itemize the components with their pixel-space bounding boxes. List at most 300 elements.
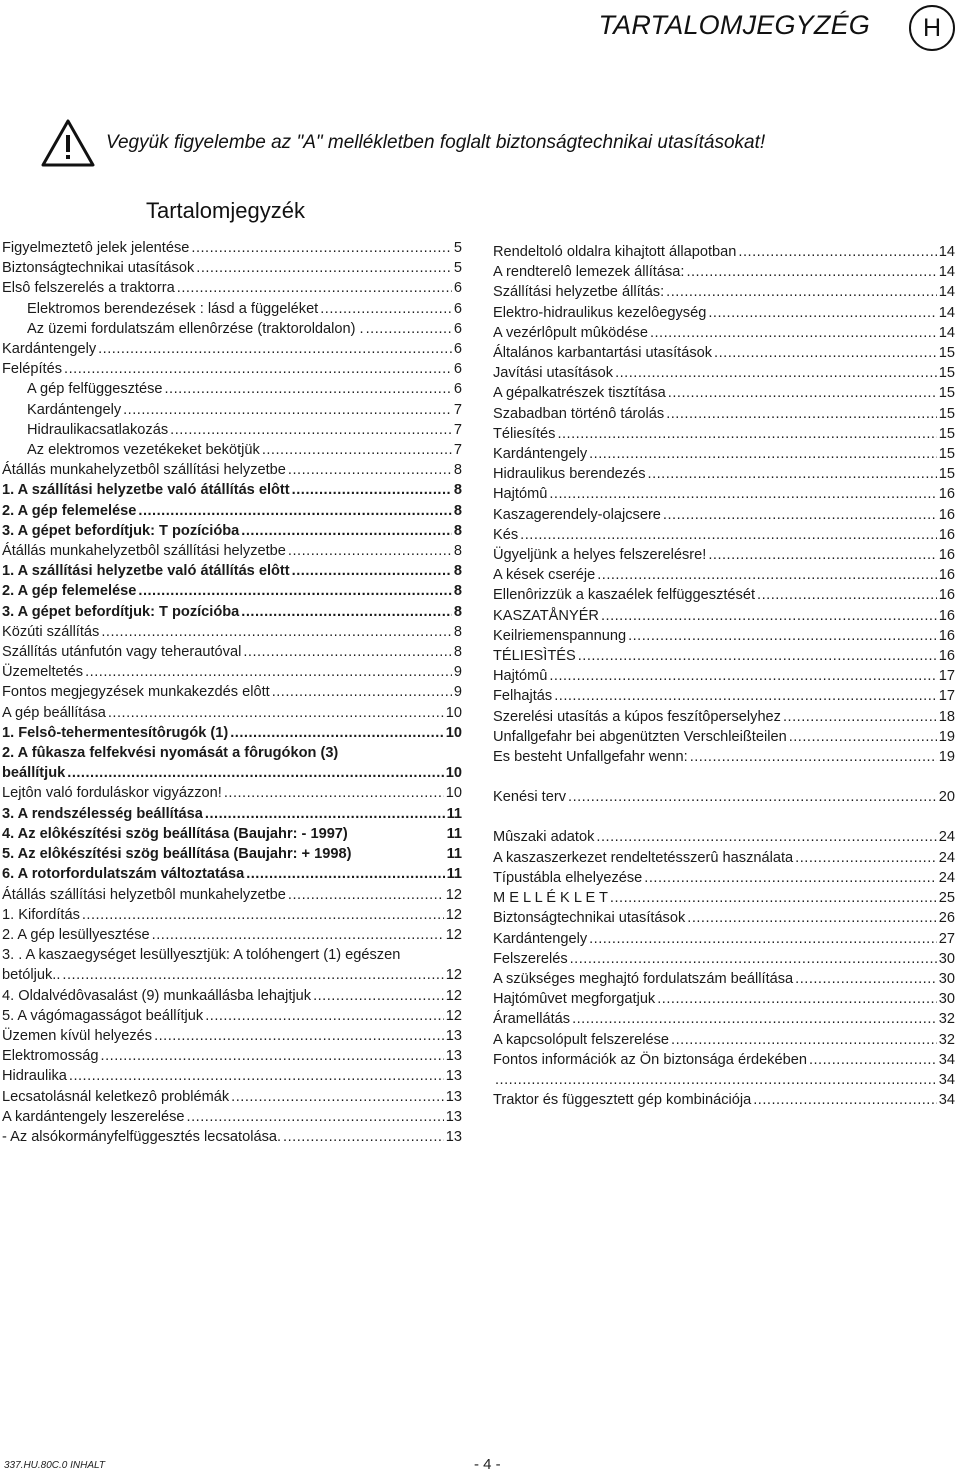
toc-entry[interactable]	[2, 1127, 462, 1147]
toc-entry-page: 13	[445, 1068, 462, 1085]
toc-entry-title: Es besteht Unfallgefahr wenn:	[493, 749, 688, 766]
toc-dot-leader	[241, 602, 452, 622]
toc-entry[interactable]	[2, 440, 462, 460]
toc-dot-leader	[650, 323, 937, 343]
toc-entry-title: Átállás munkahelyzetbôl szállítási helyzetbe	[2, 543, 286, 560]
toc-entry-title: Átállás munkahelyzetbôl szállítási helyzetbe	[2, 462, 286, 479]
toc-entry-title: 1. A szállítási helyzetbe való átállítás elôtt	[2, 563, 290, 580]
toc-entry-page: 12	[445, 926, 462, 943]
toc-dot-leader	[795, 969, 937, 989]
toc-entry[interactable]	[2, 703, 462, 723]
toc-entry-title: Javítási utasítások	[493, 365, 614, 382]
toc-dot-leader	[554, 686, 937, 706]
toc-entry-page: 15	[938, 425, 955, 442]
toc-entry-title: Kardántengely	[2, 341, 97, 358]
toc-dot-leader	[589, 929, 937, 949]
toc-entry[interactable]	[493, 343, 955, 363]
toc-dot-leader	[170, 420, 452, 440]
toc-entry[interactable]	[493, 464, 955, 484]
toc-entry[interactable]	[2, 379, 462, 399]
toc-entry[interactable]	[2, 258, 462, 278]
toc-dot-leader	[708, 545, 936, 565]
toc-dot-leader	[615, 363, 937, 383]
toc-entry-page: 32	[938, 1011, 955, 1028]
toc-entry-title: Szállítási helyzetbe állítás:	[493, 284, 665, 301]
toc-entry[interactable]	[2, 743, 462, 783]
toc-entry-title: Traktor és függesztett gép kombinációja	[493, 1092, 752, 1109]
toc-entry[interactable]	[2, 945, 462, 985]
toc-entry-page: 5	[453, 260, 462, 277]
toc-entry-page: 15	[938, 405, 955, 422]
page-header-title: TARTALOMJEGYZÉG	[598, 10, 870, 40]
toc-entry-page: 7	[453, 401, 462, 418]
toc-dot-leader	[671, 1030, 937, 1050]
toc-entry-page: 12	[445, 1007, 462, 1024]
toc-dot-leader	[557, 424, 936, 444]
toc-entry[interactable]	[493, 363, 955, 383]
toc-dot-leader	[196, 258, 452, 278]
toc-entry[interactable]	[493, 383, 955, 403]
toc-dot-leader	[138, 501, 451, 521]
toc-entry-page: 34	[938, 1051, 955, 1068]
toc-entry[interactable]	[2, 905, 462, 925]
toc-entry[interactable]	[493, 686, 955, 706]
toc-entry[interactable]	[2, 1046, 462, 1066]
toc-entry[interactable]	[2, 682, 462, 702]
warning-triangle-icon	[40, 118, 96, 168]
toc-entry-title: A vezérlôpult mûködése	[493, 324, 648, 341]
toc-entry[interactable]	[2, 622, 462, 642]
toc-entry[interactable]	[493, 585, 955, 605]
toc-entry-page: 17	[938, 688, 955, 705]
toc-entry[interactable]	[2, 662, 462, 682]
toc-entry-title: 3. A rendszélesség beállítása	[2, 805, 203, 822]
toc-entry[interactable]	[2, 581, 462, 601]
toc-entry-page: 30	[938, 991, 955, 1008]
toc-entry[interactable]	[493, 787, 955, 807]
toc-entry-title: Átállás szállítási helyzetbôl munkahelyzetbe	[2, 886, 286, 903]
toc-entry-page: 13	[445, 1048, 462, 1065]
toc-entry[interactable]	[493, 1009, 955, 1029]
toc-entry-title: Hajtómû	[493, 486, 548, 503]
toc-entry-page: 8	[453, 563, 462, 580]
toc-entry-title: Elektro-hidraulikus kezelôegység	[493, 304, 707, 321]
toc-dot-leader	[809, 1050, 937, 1070]
toc-dot-leader	[85, 662, 452, 682]
toc-entry-page: 17	[938, 668, 955, 685]
toc-entry-page: 34	[938, 1092, 955, 1109]
toc-entry-title: 1. Kifordítás	[2, 906, 80, 923]
toc-entry-page: 8	[453, 583, 462, 600]
toc-dot-leader	[520, 525, 937, 545]
toc-entry[interactable]	[2, 319, 462, 339]
toc-entry[interactable]	[2, 1066, 462, 1086]
toc-entry-page: 9	[453, 664, 462, 681]
toc-dot-leader	[292, 480, 452, 500]
toc-entry-page: 15	[938, 365, 955, 382]
toc-entry[interactable]	[2, 480, 462, 500]
toc-entry-title: Ellenôrizzük a kaszaélek felfüggesztését	[493, 587, 756, 604]
toc-entry-title: 4. Oldalvédôvasalást (9) munkaállásba lehajtjuk	[2, 987, 312, 1004]
toc-entry[interactable]	[2, 400, 462, 420]
toc-entry-title: Kaszagerendely-olajcsere	[493, 506, 661, 523]
toc-entry-title: 2. A fûkasza felfekvési nyomását a fôrugókon (3)	[2, 745, 339, 762]
toc-entry-page: 5	[453, 240, 462, 256]
toc-entry[interactable]	[493, 444, 955, 464]
toc-dot-leader	[589, 444, 937, 464]
toc-entry-page: 19	[938, 749, 955, 766]
toc-entry-page: 11	[446, 805, 462, 822]
toc-entry[interactable]	[493, 606, 955, 626]
toc-entry[interactable]	[2, 541, 462, 561]
toc-entry[interactable]	[2, 844, 462, 864]
toc-entry-title: Elektromos berendezések : lásd a függeléket	[27, 300, 319, 317]
toc-entry-page: 13	[445, 1027, 462, 1044]
toc-entry[interactable]	[2, 1087, 462, 1107]
toc-dot-leader	[789, 727, 937, 747]
toc-dot-leader	[67, 763, 444, 783]
toc-entry-title: TÉLIESÌTÉS	[493, 648, 576, 665]
toc-entry[interactable]	[2, 804, 462, 824]
toc-dot-leader	[101, 1046, 444, 1066]
toc-dot-leader	[549, 484, 936, 504]
toc-entry-title: Az üzemi fordulatszám ellenôrzése (traktoroldalon) .	[27, 320, 364, 337]
toc-entry[interactable]	[493, 1070, 955, 1090]
toc-entry[interactable]	[2, 925, 462, 945]
toc-entry-title: 3. A gépet befordítjuk: T pozícióba	[2, 522, 240, 539]
toc-entry[interactable]	[493, 1090, 955, 1110]
toc-dot-leader	[69, 1066, 444, 1086]
toc-dot-leader	[108, 703, 444, 723]
toc-entry-page: 16	[938, 587, 955, 604]
toc-entry-title: A kések cseréje	[493, 567, 596, 584]
toc-entry-page: 13	[445, 1088, 462, 1105]
toc-entry[interactable]	[493, 929, 955, 949]
document-code: 337.HU.80C.0 INHALT	[4, 1460, 105, 1471]
toc-entry-page: 11	[446, 825, 462, 842]
toc-entry-page: 10	[445, 785, 462, 802]
toc-entry-title: Biztonságtechnikai utasítások	[493, 910, 686, 927]
toc-entry[interactable]	[493, 747, 955, 767]
toc-entry-page: 10	[445, 724, 462, 741]
toc-entry-title: Általános karbantartási utasítások	[493, 345, 713, 362]
toc-entry-page: 12	[445, 906, 462, 923]
toc-dot-leader	[628, 626, 937, 646]
toc-entry-page: 15	[938, 385, 955, 402]
toc-entry-page: 16	[938, 627, 955, 644]
toc-entry-page: 16	[938, 567, 955, 584]
toc-entry[interactable]	[493, 525, 955, 545]
toc-entry-title: Az elektromos vezetékeket bekötjük	[27, 442, 260, 459]
toc-dot-leader	[138, 581, 451, 601]
toc-entry-title: Kardántengely	[27, 401, 122, 418]
toc-entry-page: 8	[453, 462, 462, 479]
toc-entry-title: M E L L É K L E T	[493, 890, 608, 907]
toc-entry-title: 4. Az elôkészítési szög beállítása (Baujahr: - 1997)	[2, 825, 348, 842]
toc-entry[interactable]	[493, 848, 955, 868]
toc-entry-title: A gépalkatrészek tisztítása	[493, 385, 666, 402]
toc-entry-title: Lecsatolásnál keletkezô problémák	[2, 1088, 230, 1105]
toc-entry-page: 8	[453, 603, 462, 620]
toc-entry[interactable]	[493, 707, 955, 727]
toc-entry[interactable]	[2, 359, 462, 379]
toc-dot-leader	[283, 1127, 444, 1147]
toc-entry[interactable]	[2, 299, 462, 319]
toc-entry-title: 2. A gép felemelése	[2, 502, 137, 519]
toc-entry-title: Hajtómû	[493, 668, 548, 685]
toc-entry-page: 6	[453, 361, 462, 378]
toc-entry[interactable]	[493, 969, 955, 989]
toc-dot-leader	[657, 989, 937, 1009]
toc-dot-leader	[313, 986, 444, 1006]
toc-entry-page: 13	[445, 1108, 462, 1125]
toc-entry-title: Kardántengely	[493, 446, 588, 463]
toc-entry[interactable]	[2, 339, 462, 359]
toc-dot-leader	[753, 1090, 937, 1110]
toc-entry[interactable]	[2, 420, 462, 440]
toc-entry-page: 15	[938, 466, 955, 483]
toc-entry-title: Üzemen kívül helyezés	[2, 1027, 153, 1044]
toc-entry[interactable]	[2, 723, 462, 743]
toc-entry-title: 5. Az elôkészítési szög beállítása (Baujahr: + 1998)	[2, 846, 352, 863]
toc-entry-title: Rendeltoló oldalra kihajtott állapotban	[493, 244, 737, 260]
toc-dot-leader	[152, 925, 444, 945]
toc-dot-leader	[288, 460, 452, 480]
toc-dot-leader	[690, 747, 937, 767]
toc-entry-page: 12	[445, 967, 462, 984]
toc-entry[interactable]	[493, 989, 955, 1009]
toc-entry-page: 11	[446, 866, 462, 883]
toc-entry-title: A szükséges meghajtó fordulatszám beállítása	[493, 970, 794, 987]
toc-dot-leader	[601, 606, 937, 626]
toc-entry-title: Üzemeltetés	[2, 664, 84, 681]
toc-dot-leader	[243, 642, 452, 662]
toc-entry[interactable]	[493, 727, 955, 747]
toc-entry-title: Fontos információk az Ön biztonsága érdekében	[493, 1051, 807, 1068]
toc-entry[interactable]	[2, 521, 462, 541]
toc-entry[interactable]	[2, 238, 462, 258]
toc-entry-page: 7	[453, 442, 462, 459]
toc-entry-page: 16	[938, 526, 955, 543]
toc-entry[interactable]	[493, 666, 955, 686]
toc-dot-leader	[98, 339, 452, 359]
toc-entry-title: - Az alsókormányfelfüggesztés lecsatolása.	[2, 1128, 282, 1145]
toc-entry-page: 25	[938, 890, 955, 907]
toc-entry-title: Kardántengely	[493, 930, 588, 947]
toc-dot-leader	[686, 262, 936, 282]
toc-dot-leader	[714, 343, 937, 363]
toc-dot-leader	[495, 1070, 937, 1090]
toc-entry-title: Mûszaki adatok	[493, 829, 595, 846]
toc-entry-page: 14	[938, 264, 955, 281]
toc-entry-title: Felhajtás	[493, 688, 553, 705]
toc-entry[interactable]	[493, 827, 955, 847]
toc-entry[interactable]	[493, 404, 955, 424]
toc-entry[interactable]	[493, 545, 955, 565]
toc-dot-leader	[292, 561, 452, 581]
toc-entry-page: 16	[938, 506, 955, 523]
toc-entry[interactable]	[493, 262, 955, 282]
toc-entry-title: A kapcsolópult felszerelése	[493, 1031, 670, 1048]
toc-entry-page: 8	[453, 623, 462, 640]
toc-entry-title: A rendterelô lemezek állítása:	[493, 264, 685, 281]
toc-entry-title: Unfallgefahr bei abgenützten Verschleißteilen	[493, 728, 787, 745]
toc-entry-page: 24	[938, 829, 955, 846]
toc-entry-page: 34	[938, 1071, 955, 1088]
toc-entry-title: Szerelési utasítás a kúpos feszítôperselyhez	[493, 708, 781, 725]
toc-entry-page: 6	[453, 381, 462, 398]
toc-entry-page: 6	[453, 320, 462, 337]
toc-dot-leader	[272, 682, 452, 702]
toc-entry-page: 26	[938, 910, 955, 927]
toc-dot-leader	[738, 242, 936, 262]
toc-entry[interactable]	[2, 824, 462, 844]
toc-entry[interactable]	[2, 278, 462, 298]
toc-entry-title: Biztonságtechnikai utasítások	[2, 260, 195, 277]
toc-entry[interactable]	[2, 1107, 462, 1127]
toc-entry-page: 16	[938, 648, 955, 665]
toc-entry-page: 14	[938, 304, 955, 321]
toc-dot-leader	[123, 400, 452, 420]
toc-entry[interactable]	[2, 642, 462, 662]
toc-spacer	[493, 807, 955, 827]
toc-entry-title: Elektromosság	[2, 1048, 99, 1065]
toc-dot-leader	[191, 238, 451, 258]
toc-entry-title: 6. A rotorfordulatszám változtatása	[2, 866, 245, 883]
toc-entry-page: 15	[938, 345, 955, 362]
toc-entry[interactable]	[493, 1030, 955, 1050]
toc-dot-leader	[644, 868, 936, 888]
toc-entry-page: 30	[938, 950, 955, 967]
toc-entry[interactable]	[2, 1006, 462, 1026]
toc-entry-title: Típustábla elhelyezése	[493, 869, 643, 886]
toc-dot-leader	[687, 908, 937, 928]
toc-entry-page: 8	[453, 543, 462, 560]
toc-entry[interactable]	[2, 864, 462, 884]
toc-entry[interactable]	[493, 908, 955, 928]
toc-entry[interactable]	[2, 602, 462, 622]
toc-entry-page: 30	[938, 970, 955, 987]
toc-entry[interactable]	[2, 460, 462, 480]
toc-entry-page: 7	[453, 421, 462, 438]
toc-entry-title: Kenési terv	[493, 789, 567, 806]
toc-entry-title: Elsô felszerelés a traktorra	[2, 280, 175, 297]
toc-entry-page: 15	[938, 446, 955, 463]
toc-entry-title: Szabadban történô tárolás	[493, 405, 665, 422]
toc-dot-leader	[708, 303, 936, 323]
toc-entry[interactable]	[493, 626, 955, 646]
toc-entry-title: Ügyeljünk a helyes felszerelésre!	[493, 547, 707, 564]
toc-entry-title-cont: beállítjuk	[2, 765, 66, 782]
toc-entry[interactable]	[2, 1026, 462, 1046]
toc-entry-page: 27	[938, 930, 955, 947]
toc-entry-page: 14	[938, 244, 955, 260]
toc-dot-leader	[578, 646, 937, 666]
toc-entry[interactable]	[493, 282, 955, 302]
toc-entry-title: Szállítás utánfutón vagy teherautóval	[2, 644, 242, 661]
toc-entry[interactable]	[493, 505, 955, 525]
toc-entry-title: 2. A gép felemelése	[2, 583, 137, 600]
toc-entry-title: A kaszaszerkezet rendeltetésszerû használata	[493, 849, 794, 866]
toc-entry[interactable]	[493, 1050, 955, 1070]
toc-dot-leader	[288, 885, 444, 905]
toc-dot-leader	[795, 848, 937, 868]
toc-entry[interactable]	[493, 868, 955, 888]
toc-dot-leader	[366, 319, 452, 339]
toc-entry-title: Téliesítés	[493, 425, 556, 442]
toc-entry-title: Figyelmeztetô jelek jelentése	[2, 240, 190, 256]
toc-entry[interactable]	[493, 323, 955, 343]
toc-entry[interactable]	[2, 885, 462, 905]
toc-dot-leader	[757, 585, 937, 605]
toc-entry-page: 24	[938, 869, 955, 886]
toc-entry-title: Áramellátás	[493, 1011, 571, 1028]
toc-entry[interactable]	[493, 646, 955, 666]
toc-entry-page: 8	[453, 482, 462, 499]
toc-dot-leader	[666, 282, 937, 302]
toc-entry[interactable]	[2, 561, 462, 581]
toc-entry[interactable]	[493, 888, 955, 908]
toc-dot-leader	[570, 949, 937, 969]
toc-entry-title: Felépítés	[2, 361, 63, 378]
toc-entry[interactable]	[2, 986, 462, 1006]
toc-entry[interactable]	[2, 501, 462, 521]
toc-entry-title: 1. A szállítási helyzetbe való átállítás elôtt	[2, 482, 290, 499]
toc-entry-title: Lejtôn való forduláskor vigyázzon!	[2, 785, 222, 802]
toc-entry-title: Közúti szállítás	[2, 623, 100, 640]
toc-dot-leader	[231, 1087, 444, 1107]
toc-dot-leader	[320, 299, 452, 319]
toc-entry-title: Fontos megjegyzések munkakezdés elôtt	[2, 684, 270, 701]
toc-entry-title: A kardántengely leszerelése	[2, 1108, 185, 1125]
toc-dot-leader	[288, 541, 452, 561]
toc-entry[interactable]	[493, 424, 955, 444]
toc-entry-title-cont: betóljuk..	[2, 967, 61, 984]
toc-entry-page: 18	[938, 708, 955, 725]
toc-entry-page: 16	[938, 486, 955, 503]
toc-dot-leader	[663, 505, 937, 525]
toc-dot-leader	[64, 359, 452, 379]
toc-dot-leader	[568, 787, 937, 807]
toc-entry-page: 6	[453, 280, 462, 297]
toc-entry[interactable]	[493, 242, 955, 262]
toc-entry[interactable]	[2, 783, 462, 803]
toc-dot-leader	[187, 1107, 444, 1127]
toc-entry-title: 1. Felsô-tehermentesítôrugók (1)	[2, 724, 229, 741]
toc-dot-leader	[101, 622, 452, 642]
safety-warning	[40, 118, 765, 168]
toc-entry[interactable]	[493, 303, 955, 323]
toc-dot-leader	[262, 440, 452, 460]
toc-entry-title: A gép felfüggesztése	[27, 381, 163, 398]
toc-entry-page: 14	[938, 284, 955, 301]
toc-entry-title: 5. A vágómagasságot beállítjuk	[2, 1007, 204, 1024]
toc-entry-page: 6	[453, 341, 462, 358]
toc-right-column	[493, 242, 955, 1110]
toc-dot-leader	[205, 804, 445, 824]
toc-title: Tartalomjegyzék	[146, 198, 305, 223]
toc-dot-leader	[205, 1006, 444, 1026]
toc-entry-page: 8	[453, 522, 462, 539]
toc-entry-title: Felszerelés	[493, 950, 568, 967]
toc-entry-title: Kés	[493, 526, 519, 543]
toc-dot-leader	[224, 783, 444, 803]
toc-dot-leader	[610, 888, 937, 908]
toc-entry[interactable]	[493, 565, 955, 585]
toc-entry-page: 6	[453, 300, 462, 317]
toc-entry[interactable]	[493, 949, 955, 969]
toc-entry[interactable]	[493, 484, 955, 504]
